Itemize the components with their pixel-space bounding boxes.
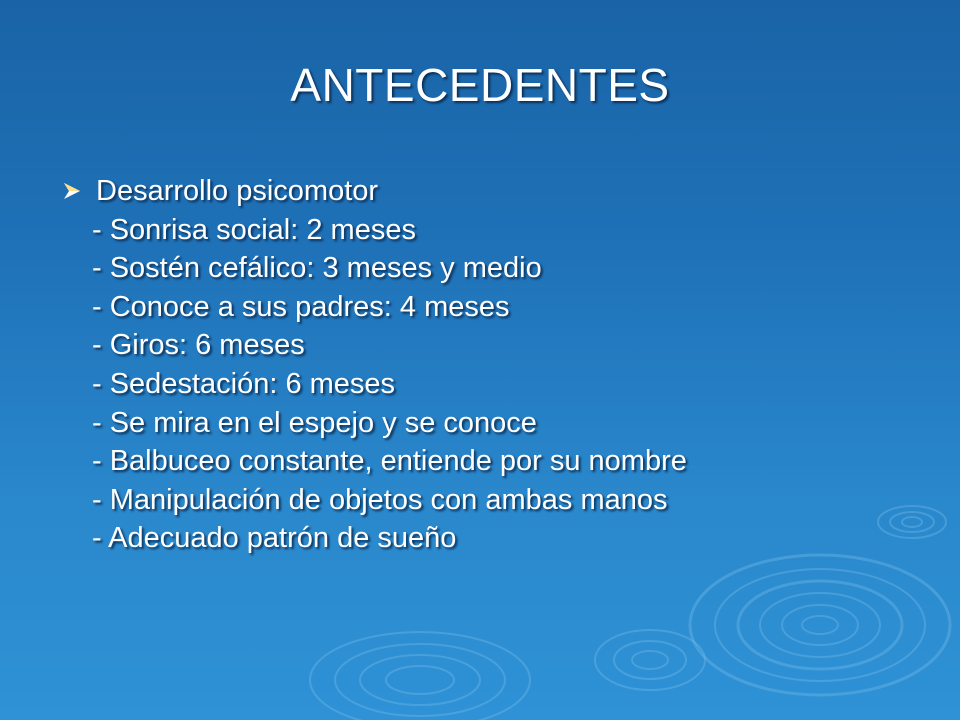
bullet-label: Desarrollo psicomotor — [96, 175, 379, 207]
slide-title: ANTECEDENTES — [290, 59, 670, 111]
arrow-bullet-icon — [60, 179, 84, 203]
list-item: - Conoce a sus padres: 4 meses — [92, 290, 510, 323]
list-item: - Adecuado patrón de sueño — [92, 522, 457, 555]
list-item: - Sedestación: 6 meses — [92, 367, 396, 400]
slide-content — [60, 172, 920, 558]
bullet-item — [60, 172, 920, 211]
list-item: - Balbuceo constante, entiende por su nombre — [92, 445, 687, 478]
list-item: - Sostén cefálico: 3 meses y medio — [92, 252, 542, 285]
list-item: - Sonrisa social: 2 meses — [92, 213, 416, 246]
list-item: - Giros: 6 meses — [92, 329, 305, 362]
milestone-list — [60, 211, 920, 558]
list-item: - Se mira en el espejo y se conoce — [92, 406, 537, 439]
list-item: - Manipulación de objetos con ambas manos — [92, 483, 668, 516]
